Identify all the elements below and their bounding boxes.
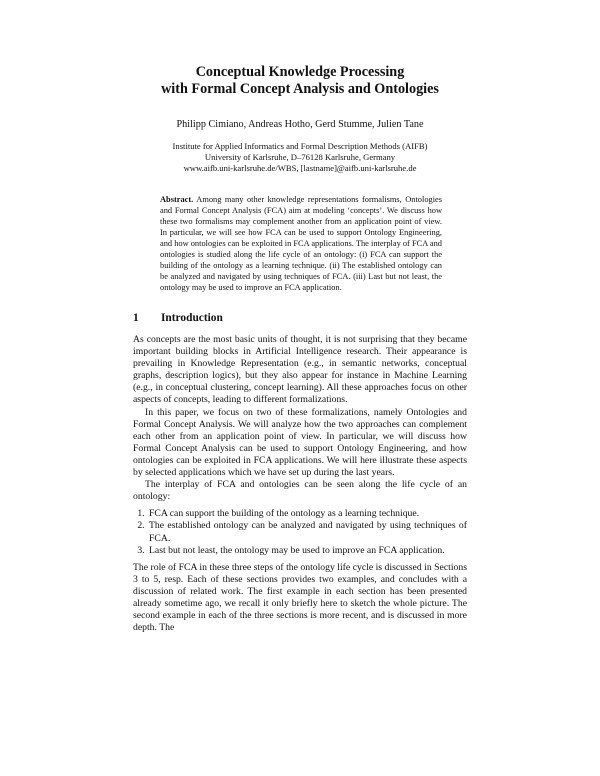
- affiliation-university: University of Karlsruhe, D–76128 Karlsruhe, Germany: [204, 152, 396, 162]
- affiliation-web: www.aifb.uni-karlsruhe.de/WBS, [lastname]@aifb.uni-karlsruhe.de: [183, 163, 417, 173]
- section-title: Introduction: [161, 312, 223, 324]
- paragraph: As concepts are the most basic units of thought, it is not surprising that they became important building blocks in Artificial Intelligence research. Their appearance is prevailing in Knowledge Representation (e.g., in semantic networks, conceptual graphs, description logics), but they also appear for instance in Machine Learning (e.g., in conceptual clustering, concept learning). All these approaches focus on other aspects of concepts, leading to different formalizations.: [133, 334, 467, 406]
- paper-title-line1: Conceptual Knowledge Processing: [195, 64, 405, 80]
- section-body: [133, 334, 467, 634]
- paragraph: The interplay of FCA and ontologies can be seen along the life cycle of an ontology:: [133, 479, 467, 503]
- paper-title-line2: with Formal Concept Analysis and Ontologies: [161, 81, 439, 97]
- list-item: 3. Last but not least, the ontology may be used to improve an FCA application.: [147, 545, 467, 557]
- lifecycle-list: [133, 508, 467, 556]
- abstract-text: Among many other knowledge representations formalisms, Ontologies and Formal Concept Analysis (FCA) aim at modeling ‘concepts’. We discuss how these two formalisms may complement another from an application point of view. In particular, we will see how FCA can be used to support Ontology Engineering, and how ontologies can be exploited in FCA applications. The interplay of FCA and ontologies is studied along the life cycle of an ontology: (i) FCA can support the building of the ontology as a learning technique. (ii) The established ontology can be analyzed and navigated by using techniques of FCA. (iii) Last but not least, the ontology may be used to improve an FCA application.: [160, 195, 442, 293]
- authors: Philipp Cimiano, Andreas Hotho, Gerd Stumme, Julien Tane: [176, 119, 424, 130]
- section-number: 1: [133, 312, 139, 324]
- list-item: 2. The established ontology can be analyzed and navigated by using techniques of FCA.: [147, 520, 467, 544]
- abstract: [160, 194, 442, 293]
- paragraph: The role of FCA in these three steps of the ontology life cycle is discussed in Sections 3 to 5, resp. Each of these sections provides two examples, and concludes with a discussion of related work. The first example in each section has been presented already sometime ago, we recall it only briefly here to sketch the whole picture. The second example in each of the three sections is more recent, and is discussed in more depth. The: [133, 561, 467, 634]
- affiliation-institute: Institute for Applied Informatics and Formal Description Methods (AIFB): [172, 141, 428, 151]
- paragraph: In this paper, we focus on two of these formalizations, namely Ontologies and Formal Concept Analysis. We will analyze how the two approaches can complement each other from an application point of view. In particular, we will discuss how Formal Concept Analysis can be used to support Ontology Engineering, and how ontologies can be exploited in FCA applications. We will here illustrate these aspects by selected applications which we have set up during the last years.: [133, 406, 467, 479]
- list-item: 1. FCA can support the building of the ontology as a learning technique.: [147, 508, 467, 520]
- abstract-label: Abstract.: [160, 195, 194, 204]
- section-heading: [133, 312, 223, 324]
